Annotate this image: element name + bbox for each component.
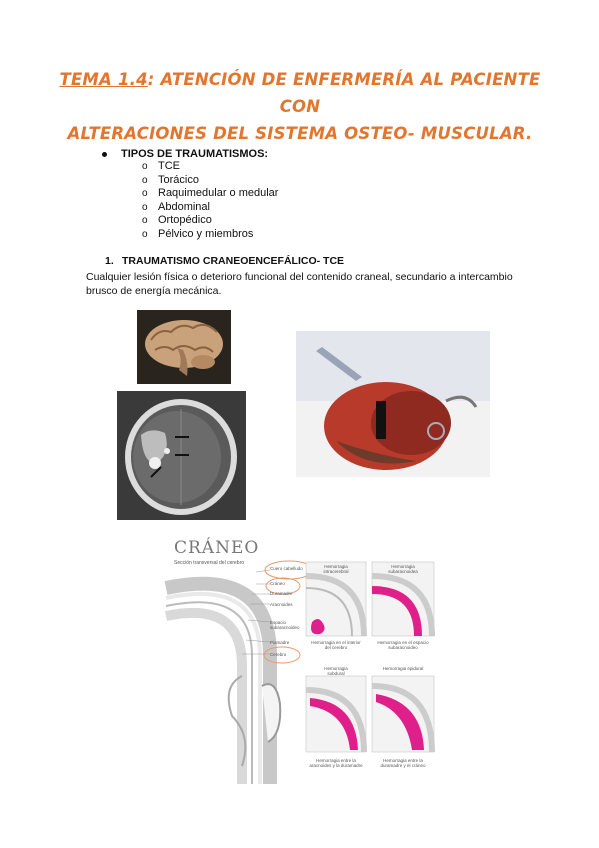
list-item-text: Abdominal — [158, 200, 210, 213]
title-line-1-rest: : ATENCIÓN DE ENFERMERÍA AL PACIENTE CON — [147, 70, 541, 116]
list-item — [142, 214, 278, 228]
section-paragraph: Cualquier lesión física o deterioro funcional del contenido craneal, secundario a intercambio brusco de energía mecánica. — [86, 271, 513, 297]
list-marker: o — [142, 215, 148, 227]
panel-4-top: Hemorragia epidural — [382, 666, 424, 671]
list-item — [142, 160, 278, 174]
head-trauma-photo — [296, 331, 490, 477]
list-item — [142, 228, 278, 242]
list-item — [142, 201, 278, 215]
page-title — [40, 66, 560, 147]
trauma-types-heading-text: TIPOS DE TRAUMATISMOS: — [121, 148, 269, 160]
label-skull: Cráneo — [270, 581, 285, 586]
cranium-diagram — [160, 536, 442, 784]
list-marker: o — [142, 201, 148, 213]
label-pia: Piamadre — [270, 640, 290, 645]
title-line-2: ALTERACIONES DEL SISTEMA OSTEO- MUSCULAR. — [67, 124, 533, 143]
list-item — [142, 174, 278, 188]
label-subarachnoid: Espacio subaracnoideo — [270, 620, 300, 631]
panel-2-bottom: Hemorragia en el espacio subaracnoideo — [377, 640, 429, 650]
list-marker: o — [142, 188, 148, 200]
label-scalp: Cuero cabelludo — [270, 566, 303, 571]
list-item-text: Raquimedular o medular — [158, 187, 279, 200]
diagram-title: CRÁNEO — [174, 538, 260, 558]
list-item-text: Torácico — [158, 173, 199, 186]
section-heading-text: TRAUMATISMO CRANEOENCEFÁLICO- TCE — [122, 255, 345, 267]
ct-scan-image — [117, 391, 246, 520]
panel-3-top: Hemorragia subdural — [324, 666, 348, 676]
list-marker: o — [142, 174, 148, 186]
trauma-types — [102, 148, 278, 242]
label-dura: Duramadre — [270, 591, 293, 596]
list-item-text: TCE — [158, 160, 180, 172]
bullet-dot-icon — [102, 152, 107, 157]
label-arachnoid: Aracnoides — [270, 602, 293, 607]
list-item-text: Pélvico y miembros — [158, 227, 254, 240]
panel-1-top: Hemorragia intracerebral — [323, 564, 349, 574]
panel-3-bottom: Hemorragia entre la aracnoides y la duramadre — [309, 758, 363, 768]
list-item — [142, 187, 278, 201]
list-item-text: Ortopédico — [158, 214, 212, 227]
panel-4-bottom: Hemorragia entre la duramadre y el cráneo — [380, 758, 426, 768]
section-heading — [105, 255, 344, 267]
list-marker: o — [142, 228, 148, 240]
list-marker: o — [142, 161, 148, 172]
title-line-1 — [40, 66, 560, 120]
trauma-types-list — [102, 160, 278, 242]
panel-1-bottom: Hemorragia en el interior del cerebro — [311, 640, 361, 650]
section-number: 1. — [105, 255, 114, 267]
panel-2-top: Hemorragia subaracnoidea — [388, 564, 418, 574]
diagram-subtitle: Sección transversal del cerebro — [174, 560, 245, 566]
trauma-types-heading — [102, 148, 278, 160]
brain-sagittal-image — [137, 310, 231, 384]
label-brain: Cerebro — [270, 652, 287, 657]
title-prefix: TEMA 1.4 — [59, 70, 148, 89]
